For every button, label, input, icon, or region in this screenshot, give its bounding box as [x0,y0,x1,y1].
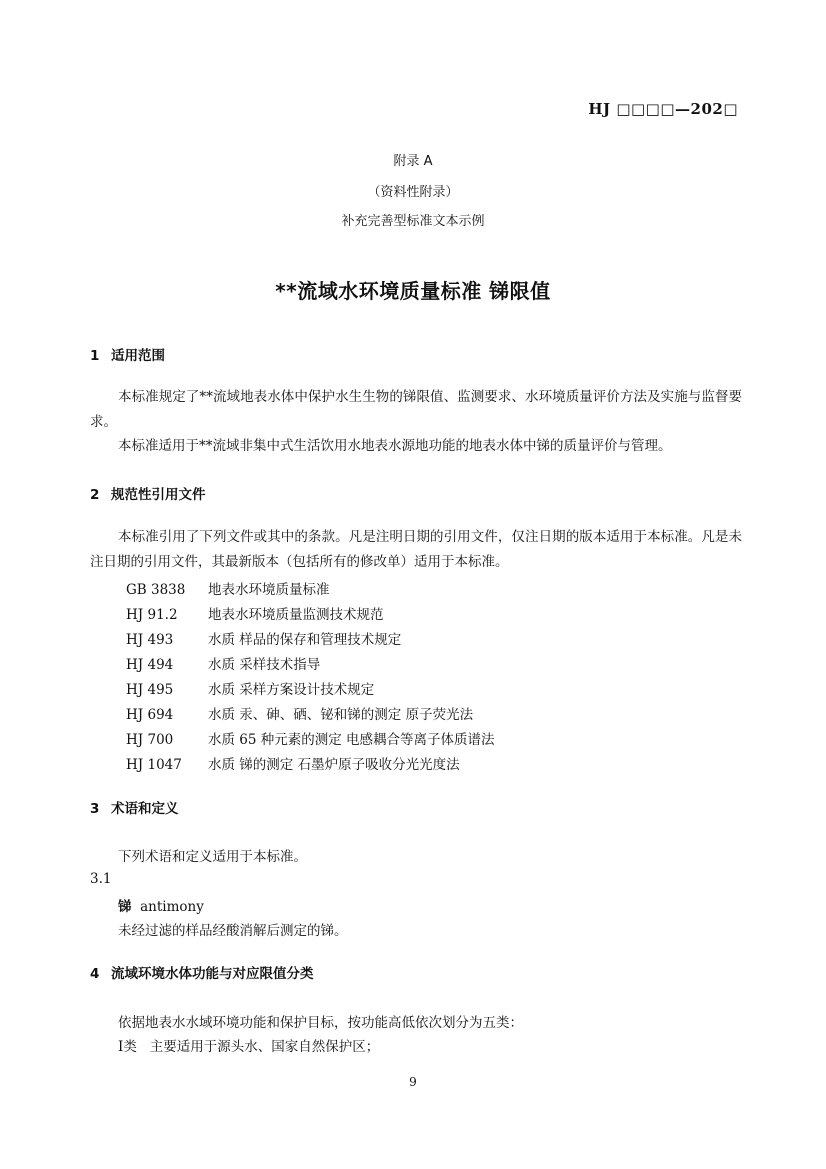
reference-item [126,628,401,648]
appendix-nature: （资料性附录） [367,185,459,200]
class-label: Ⅰ类 [118,1039,137,1055]
term-definition: 未经过滤的样品经酸消解后测定的锑。 [118,923,348,939]
reference-code: GB 3838 [126,582,186,598]
reference-code: HJ 694 [126,707,174,723]
appendix-label: 附录 A [393,154,433,169]
section-1-paragraph-1: 本标准规定了**流域地表水体中保护水生生物的锑限值、监测要求、水环境质量评价方法及实施与监督要求。 [90,389,742,430]
section-4-heading [90,962,314,982]
reference-title: 水质 锑的测定 石墨炉原子吸收分光光度法 [208,757,460,773]
reference-code: HJ 495 [126,682,174,698]
reference-title: 地表水环境质量标准 [208,582,330,598]
reference-title: 水质 采样技术指导 [208,657,321,673]
reference-code: HJ 494 [126,657,174,673]
section-3-intro: 下列术语和定义适用于本标准。 [118,849,307,865]
reference-item [126,653,320,673]
section-title: 规范性引用文件 [111,487,206,503]
section-number: 4 [90,966,100,982]
reference-item [126,728,495,748]
reference-title: 地表水环境质量监测技术规范 [208,607,384,623]
reference-item [126,753,460,773]
appendix-subtitle: 补充完善型标准文本示例 [341,214,485,229]
reference-code: HJ 493 [126,632,174,648]
class-description: 主要适用于源头水、国家自然保护区； [149,1039,380,1055]
section-4-intro: 依据地表水水域环境功能和保护目标，按功能高低依次划分为五类： [118,1015,523,1031]
section-3-heading [90,797,179,817]
term-entry [118,895,204,915]
section-title: 流域环境水体功能与对应限值分类 [111,966,314,982]
page-number: 9 [409,1075,417,1089]
reference-item [126,603,384,623]
section-number: 1 [90,348,100,364]
term-number: 3.1 [90,871,112,887]
section-2-paragraph-1: 本标准引用了下列文件或其中的条款。凡是注明日期的引用文件，仅注日期的版本适用于本标准。凡是未注日期的引用文件，其最新版本（包括所有的修改单）适用于本标准。 [90,529,742,570]
reference-title: 水质 65 种元素的测定 电感耦合等离子体质谱法 [208,732,495,748]
reference-title: 水质 采样方案设计技术规定 [208,682,375,698]
document-code: HJ □□□□—202□ [588,100,738,118]
term-chinese: 锑 [118,899,132,915]
document-title: **流域水环境质量标准 锑限值 [275,279,551,303]
section-1-heading [90,344,165,364]
class-item [118,1035,379,1055]
reference-code: HJ 91.2 [126,607,178,623]
section-number: 2 [90,487,100,503]
reference-item [126,703,473,723]
reference-title: 水质 汞、砷、硒、铋和锑的测定 原子荧光法 [208,707,474,723]
term-english: antimony [140,899,204,915]
section-title: 适用范围 [111,348,165,364]
section-2-heading [90,483,206,503]
reference-code: HJ 700 [126,732,174,748]
reference-item [126,678,374,698]
reference-item [126,578,330,598]
section-1-paragraph-2: 本标准适用于**流域非集中式生活饮用水地表水源地功能的地表水体中锑的质量评价与管理。 [118,438,672,454]
section-number: 3 [90,801,100,817]
reference-title: 水质 样品的保存和管理技术规定 [208,632,402,648]
section-title: 术语和定义 [111,801,179,817]
reference-code: HJ 1047 [126,757,182,773]
